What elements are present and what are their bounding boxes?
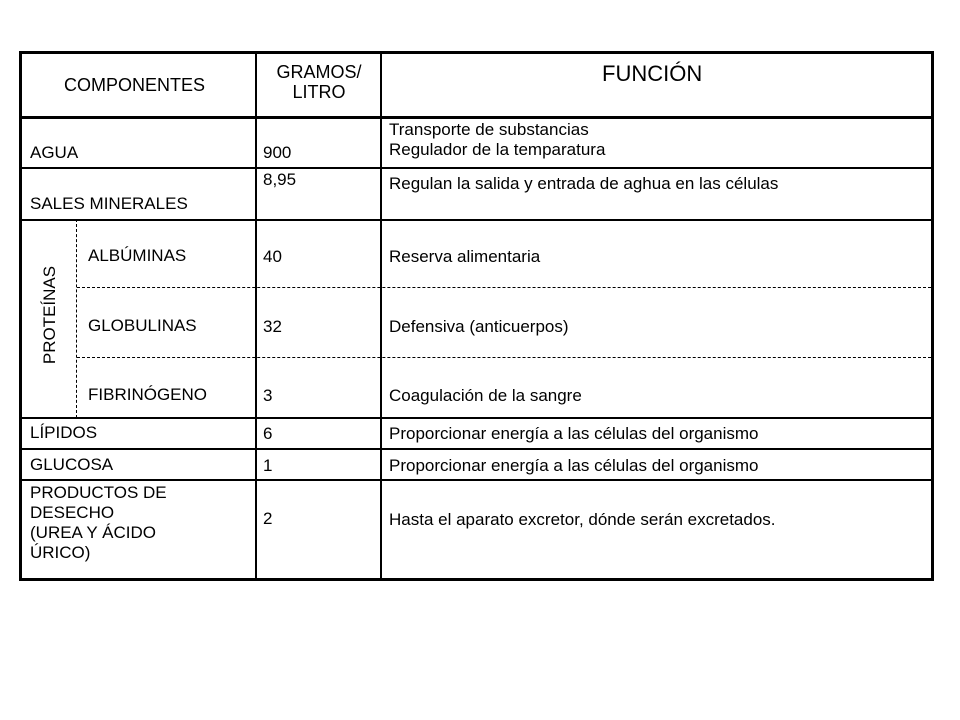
grams-lipids: 6 bbox=[263, 424, 273, 443]
proteins-group-label bbox=[25, 224, 75, 406]
header-grams-per-litre: GRAMOS/ LITRO bbox=[276, 62, 362, 102]
component-water: AGUA bbox=[30, 143, 79, 162]
column-divider bbox=[380, 54, 382, 578]
row-divider bbox=[22, 417, 931, 419]
function-fibrinogen: Coagulación de la sangre bbox=[389, 386, 582, 405]
grams-globulins: 32 bbox=[263, 317, 282, 336]
row-divider-dashed bbox=[77, 357, 931, 358]
function-lipids: Proporcionar energía a las células del organismo bbox=[389, 424, 759, 443]
function-globulins: Defensiva (anticuerpos) bbox=[389, 317, 569, 336]
component-fibrinogen: FIBRINÓGENO bbox=[88, 385, 208, 404]
row-divider bbox=[22, 448, 931, 450]
component-mineral-salts: SALES MINERALES bbox=[30, 194, 188, 213]
component-waste-products: PRODUCTOS DE DESECHO (UREA Y ÁCIDO ÚRICO) bbox=[30, 483, 167, 562]
component-globulins: GLOBULINAS bbox=[88, 316, 197, 335]
grams-waste-products: 2 bbox=[263, 509, 273, 528]
function-glucose: Proporcionar energía a las células del organismo bbox=[389, 456, 759, 475]
proteins-label-text: PROTEÍNAS bbox=[40, 265, 59, 365]
group-divider-dashed bbox=[76, 219, 77, 418]
component-glucose: GLUCOSA bbox=[30, 455, 114, 474]
row-divider bbox=[22, 167, 931, 169]
grams-fibrinogen: 3 bbox=[263, 386, 273, 405]
grams-albumins: 40 bbox=[263, 247, 282, 266]
function-mineral-salts: Regulan la salida y entrada de aghua en las células bbox=[389, 174, 779, 193]
blood-plasma-table bbox=[19, 51, 934, 581]
header-function: FUNCIÓN bbox=[602, 61, 703, 86]
header-components: COMPONENTES bbox=[64, 75, 206, 95]
row-divider-dashed bbox=[77, 287, 931, 288]
grams-glucose: 1 bbox=[263, 456, 273, 475]
function-water: Transporte de substancias Regulador de la temparatura bbox=[389, 120, 606, 159]
function-albumins: Reserva alimentaria bbox=[389, 247, 541, 266]
grams-water: 900 bbox=[263, 143, 292, 162]
column-divider bbox=[255, 54, 257, 578]
grams-mineral-salts: 8,95 bbox=[263, 170, 297, 189]
row-divider bbox=[22, 219, 931, 221]
row-divider bbox=[22, 479, 931, 481]
component-lipids: LÍPIDOS bbox=[30, 423, 98, 442]
function-waste-products: Hasta el aparato excretor, dónde serán excretados. bbox=[389, 510, 776, 529]
component-albumins: ALBÚMINAS bbox=[88, 246, 187, 265]
header-divider bbox=[22, 116, 931, 119]
